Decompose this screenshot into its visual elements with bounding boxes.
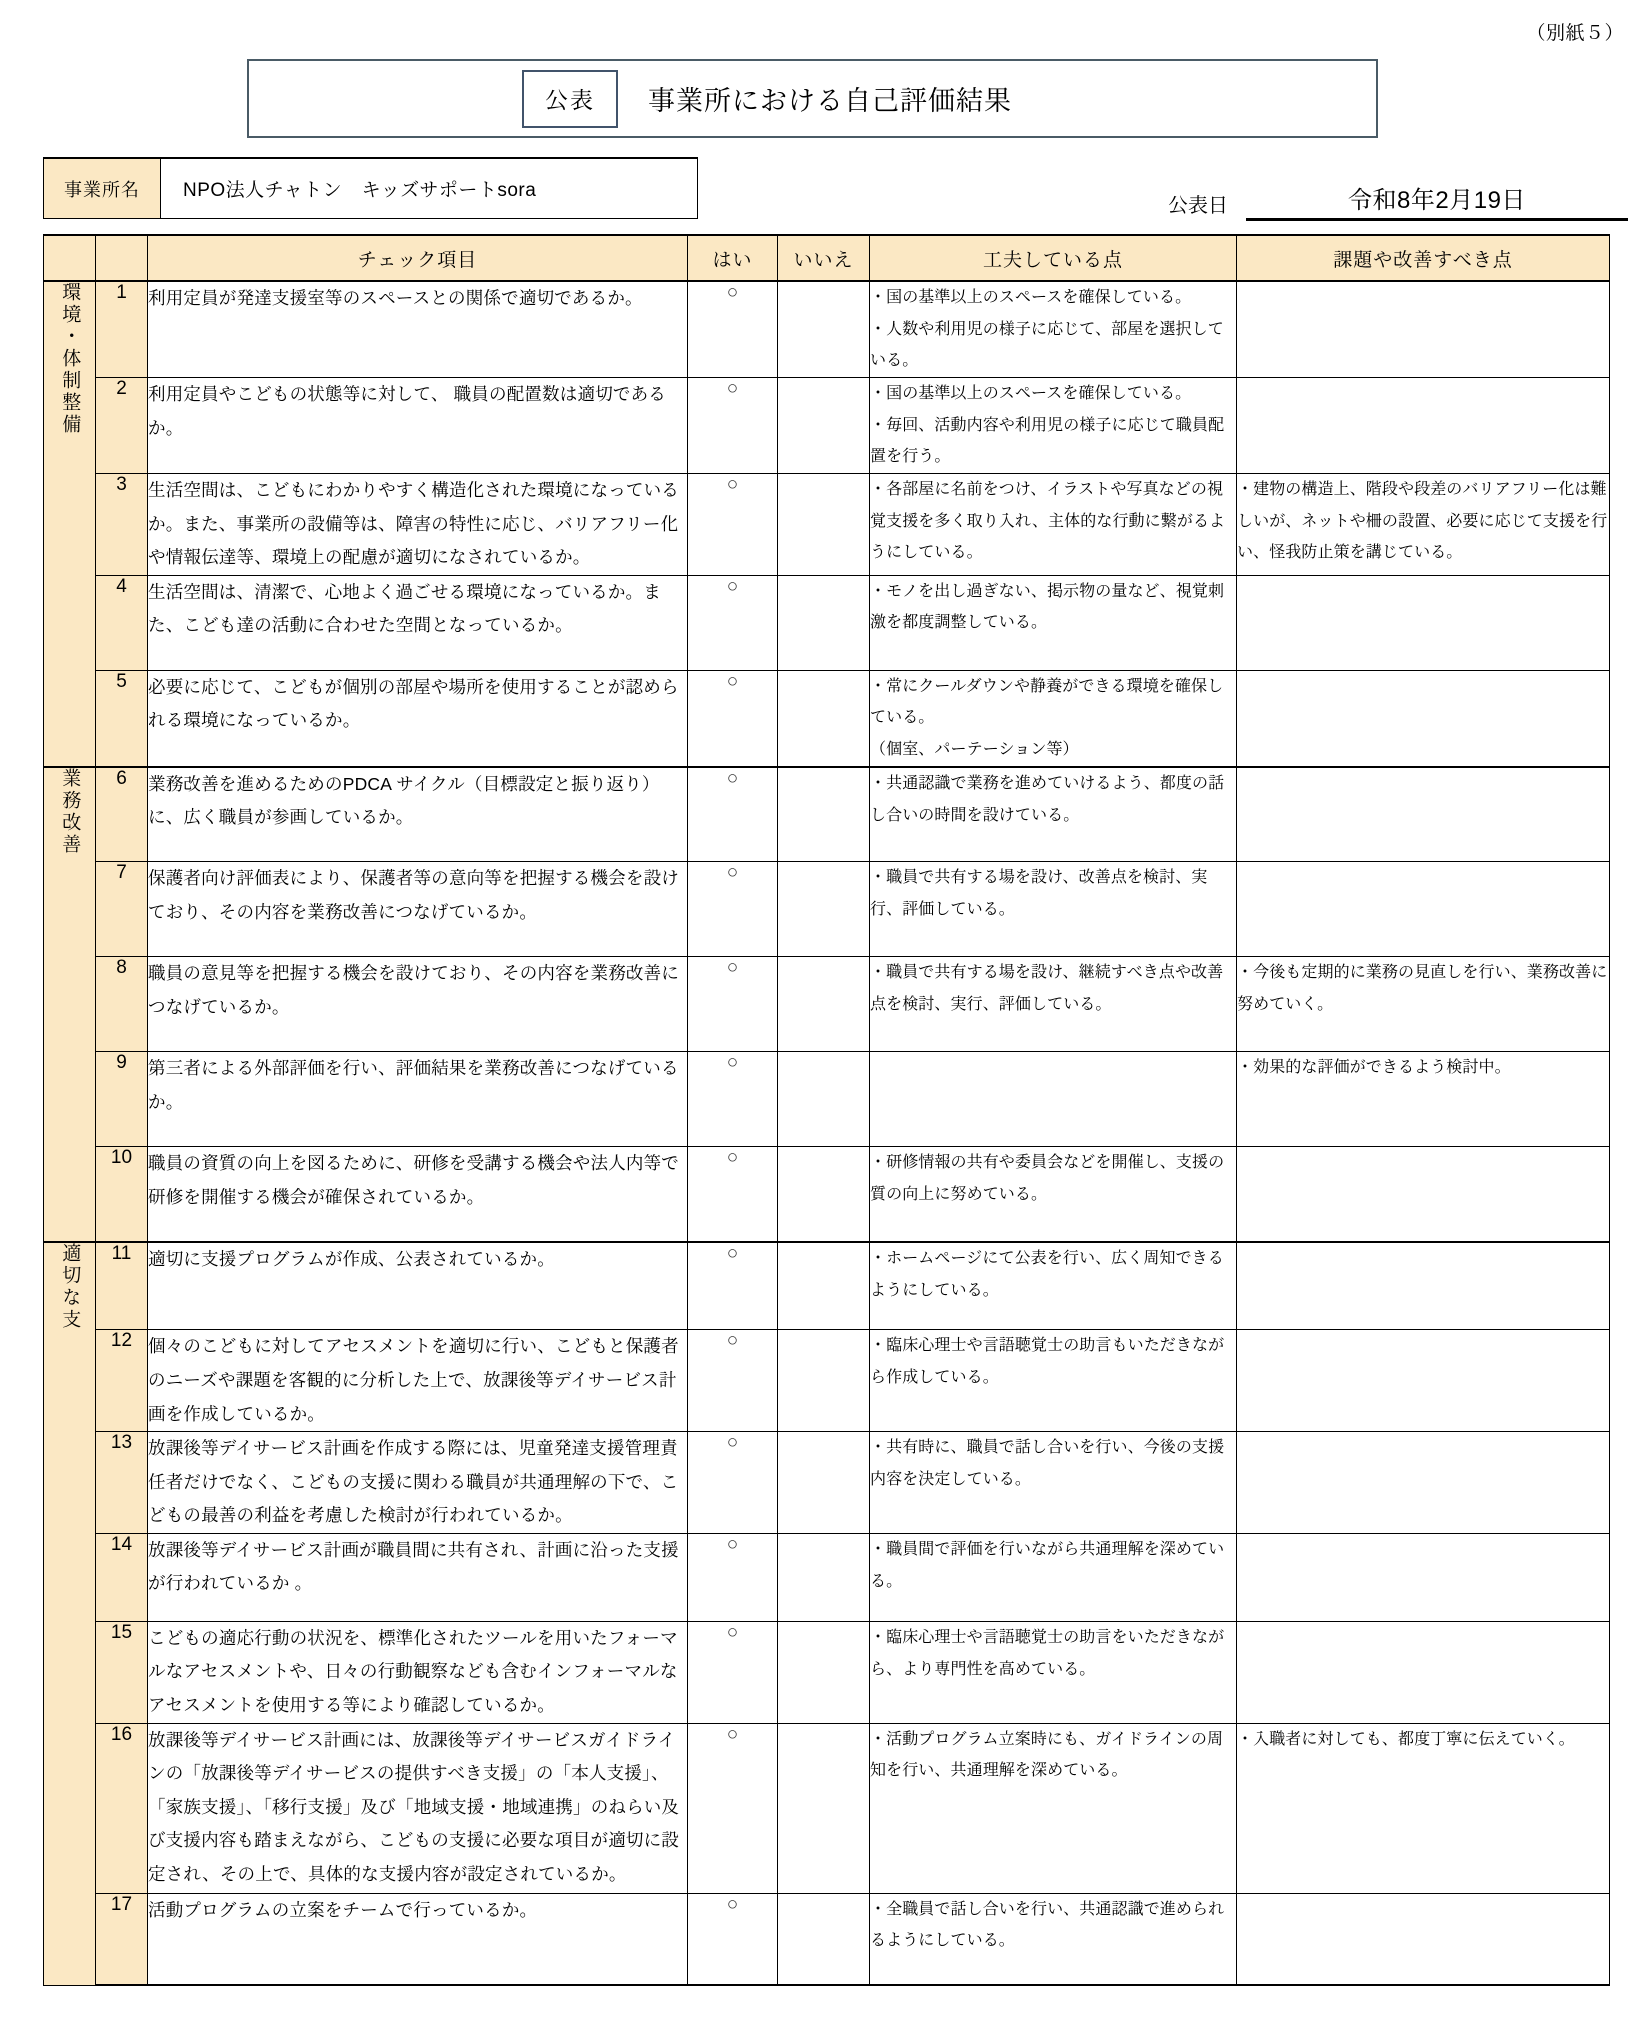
- row-number: 9: [96, 1052, 148, 1147]
- issues-text: [1237, 862, 1610, 957]
- issues-text: ・効果的な評価ができるよう検討中。: [1237, 1052, 1610, 1147]
- issues-text: [1237, 1533, 1610, 1621]
- good-points-text: ・全職員で話し合いを行い、共通認識で進められるようにしている。: [870, 1893, 1237, 1985]
- no-mark: [778, 670, 870, 767]
- check-item-text: 保護者向け評価表により、保護者等の意向等を把握する機会を設けており、その内容を業務改善につなげているか。: [148, 862, 688, 957]
- check-item-text: 生活空間は、こどもにわかりやすく構造化された環境になっているか。また、事業所の設備等は、障害の特性に応じ、バリアフリー化や情報伝達等、環境上の配慮が適切になされているか。: [148, 474, 688, 576]
- check-item-text: 業務改善を進めるためのPDCA サイクル（目標設定と振り返り）に、広く職員が参画しているか。: [148, 767, 688, 862]
- issues-text: ・入職者に対しても、都度丁寧に伝えていく。: [1237, 1723, 1610, 1893]
- table-row: [44, 1242, 1610, 1330]
- no-mark: [778, 1621, 870, 1723]
- yes-mark: ○: [688, 1893, 778, 1985]
- row-number: 2: [96, 378, 148, 474]
- no-mark: [778, 1242, 870, 1330]
- category-label-text: 環境・体制整備: [59, 282, 81, 436]
- yes-mark: ○: [688, 474, 778, 576]
- no-mark: [778, 1147, 870, 1242]
- table-row: [44, 1330, 1610, 1432]
- yes-mark: ○: [688, 1432, 778, 1534]
- good-points-text: ・国の基準以上のスペースを確保している。 ・毎回、活動内容や利用児の様子に応じて職員配置を行う。: [870, 378, 1237, 474]
- issues-text: [1237, 767, 1610, 862]
- issues-text: [1237, 1242, 1610, 1330]
- table-row: [44, 862, 1610, 957]
- check-item-text: 職員の資質の向上を図るために、研修を受講する機会や法人内等で研修を開催する機会が確保されているか。: [148, 1147, 688, 1242]
- row-number: 13: [96, 1432, 148, 1534]
- row-number: 14: [96, 1533, 148, 1621]
- no-mark: [778, 1330, 870, 1432]
- category-label: [44, 767, 96, 1242]
- table-header-row: [44, 235, 1610, 281]
- header-yes: はい: [688, 235, 778, 281]
- yes-mark: ○: [688, 1533, 778, 1621]
- title-box: [247, 59, 1378, 138]
- issues-text: [1237, 575, 1610, 670]
- no-mark: [778, 957, 870, 1052]
- good-points-text: ・職員間で評価を行いながら共通理解を深めている。: [870, 1533, 1237, 1621]
- header-no: いいえ: [778, 235, 870, 281]
- issues-text: [1237, 1621, 1610, 1723]
- issues-text: ・建物の構造上、階段や段差のバリアフリー化は難しいが、ネットや柵の設置、必要に応じて支援を行い、怪我防止策を講じている。: [1237, 474, 1610, 576]
- table-row: [44, 1621, 1610, 1723]
- issues-text: [1237, 1893, 1610, 1985]
- row-number: 4: [96, 575, 148, 670]
- no-mark: [778, 1723, 870, 1893]
- publication-date-value: 令和8年2月19日: [1246, 180, 1628, 221]
- row-number: 3: [96, 474, 148, 576]
- yes-mark: ○: [688, 957, 778, 1052]
- header-issues: 課題や改善すべき点: [1237, 235, 1610, 281]
- category-label-text: 業務改善: [59, 767, 81, 856]
- good-points-text: ・共通認識で業務を進めていけるよう、都度の話し合いの時間を設けている。: [870, 767, 1237, 862]
- publication-date-label: 公表日: [1168, 195, 1228, 217]
- yes-mark: ○: [688, 1621, 778, 1723]
- category-label: [44, 1242, 96, 1985]
- good-points-text: ・活動プログラム立案時にも、ガイドラインの周知を行い、共通理解を深めている。: [870, 1723, 1237, 1893]
- facility-name-box: [43, 157, 698, 219]
- row-number: 1: [96, 281, 148, 378]
- no-mark: [778, 1893, 870, 1985]
- good-points-text: ・臨床心理士や言語聴覚士の助言もいただきながら作成している。: [870, 1330, 1237, 1432]
- check-item-text: 適切に支援プログラムが作成、公表されているか。: [148, 1242, 688, 1330]
- check-item-text: 放課後等デイサービス計画が職員間に共有され、計画に沿った支援が行われているか 。: [148, 1533, 688, 1621]
- issues-text: [1237, 1147, 1610, 1242]
- table-row: [44, 575, 1610, 670]
- page-title: 事業所における自己評価結果: [648, 86, 1012, 116]
- table-row: [44, 378, 1610, 474]
- table-row: [44, 1052, 1610, 1147]
- publication-date: [1168, 180, 1628, 221]
- no-mark: [778, 1432, 870, 1534]
- header-number: [96, 235, 148, 281]
- check-item-text: こどもの適応行動の状況を、標準化されたツールを用いたフォーマルなアセスメントや、日々の行動観察なども含むインフォーマルなアセスメントを使用する等により確認しているか。: [148, 1621, 688, 1723]
- yes-mark: ○: [688, 378, 778, 474]
- row-number: 16: [96, 1723, 148, 1893]
- row-number: 7: [96, 862, 148, 957]
- no-mark: [778, 575, 870, 670]
- self-evaluation-table: [43, 234, 1610, 1986]
- issues-text: [1237, 1330, 1610, 1432]
- check-item-text: 必要に応じて、こどもが個別の部屋や場所を使用することが認められる環境になっているか。: [148, 670, 688, 767]
- publication-badge: 公表: [522, 70, 618, 128]
- issues-text: [1237, 670, 1610, 767]
- good-points-text: ・国の基準以上のスペースを確保している。 ・人数や利用児の様子に応じて、部屋を選択している。: [870, 281, 1237, 378]
- table-row: [44, 1533, 1610, 1621]
- good-points-text: ・臨床心理士や言語聴覚士の助言をいただきながら、より専門性を高めている。: [870, 1621, 1237, 1723]
- table-row: [44, 767, 1610, 862]
- table-row: [44, 474, 1610, 576]
- no-mark: [778, 378, 870, 474]
- check-item-text: 第三者による外部評価を行い、評価結果を業務改善につなげているか。: [148, 1052, 688, 1147]
- no-mark: [778, 1533, 870, 1621]
- row-number: 6: [96, 767, 148, 862]
- table-row: [44, 670, 1610, 767]
- row-number: 12: [96, 1330, 148, 1432]
- yes-mark: ○: [688, 670, 778, 767]
- yes-mark: ○: [688, 575, 778, 670]
- table-row: [44, 1147, 1610, 1242]
- good-points-text: ・共有時に、職員で話し合いを行い、今後の支援内容を決定している。: [870, 1432, 1237, 1534]
- row-number: 5: [96, 670, 148, 767]
- good-points-text: ・モノを出し過ぎない、掲示物の量など、視覚刺激を都度調整している。: [870, 575, 1237, 670]
- check-item-text: 放課後等デイサービス計画には、放課後等デイサービスガイドラインの「放課後等デイサービスの提供すべき支援」の「本人支援」、「家族支援」、「移行支援」及び「地域支援・地域連携」のねらい及び支援内容も踏まえながら、こどもの支援に必要な項目が適切に設定され、その上で、具体的な支援内容が設定されているか。: [148, 1723, 688, 1893]
- table-row: [44, 957, 1610, 1052]
- yes-mark: ○: [688, 1147, 778, 1242]
- row-number: 15: [96, 1621, 148, 1723]
- table-row: [44, 281, 1610, 378]
- row-number: 8: [96, 957, 148, 1052]
- category-label-text: 適切な支: [59, 1242, 81, 1331]
- facility-name-label: 事業所名: [44, 159, 161, 218]
- check-item-text: 放課後等デイサービス計画を作成する際には、児童発達支援管理責任者だけでなく、こどもの支援に関わる職員が共通理解の下で、こどもの最善の利益を考慮した検討が行われているか。: [148, 1432, 688, 1534]
- no-mark: [778, 1052, 870, 1147]
- good-points-text: ・職員で共有する場を設け、改善点を検討、実行、評価している。: [870, 862, 1237, 957]
- table-row: [44, 1432, 1610, 1534]
- yes-mark: ○: [688, 1242, 778, 1330]
- yes-mark: ○: [688, 281, 778, 378]
- good-points-text: ・職員で共有する場を設け、継続すべき点や改善点を検討、実行、評価している。: [870, 957, 1237, 1052]
- no-mark: [778, 862, 870, 957]
- good-points-text: ・各部屋に名前をつけ、イラストや写真などの視覚支援を多く取り入れ、主体的な行動に繋がるようにしている。: [870, 474, 1237, 576]
- table-row: [44, 1893, 1610, 1985]
- issues-text: [1237, 1432, 1610, 1534]
- check-item-text: 活動プログラムの立案をチームで行っているか。: [148, 1893, 688, 1985]
- good-points-text: ・ホームページにて公表を行い、広く周知できるようにしている。: [870, 1242, 1237, 1330]
- good-points-text: [870, 1052, 1237, 1147]
- no-mark: [778, 281, 870, 378]
- category-label: [44, 281, 96, 767]
- table-row: [44, 1723, 1610, 1893]
- yes-mark: ○: [688, 1723, 778, 1893]
- check-item-text: 生活空間は、清潔で、心地よく過ごせる環境になっているか。また、こども達の活動に合わせた空間となっているか。: [148, 575, 688, 670]
- no-mark: [778, 474, 870, 576]
- check-item-text: 利用定員が発達支援室等のスペースとの関係で適切であるか。: [148, 281, 688, 378]
- header-check-item: チェック項目: [148, 235, 688, 281]
- issues-text: [1237, 378, 1610, 474]
- good-points-text: ・常にクールダウンや静養ができる環境を確保している。 （個室、パーテーション等）: [870, 670, 1237, 767]
- facility-name-value: NPO法人チャトン キッズサポートsora: [161, 159, 697, 218]
- row-number: 11: [96, 1242, 148, 1330]
- header-category: [44, 235, 96, 281]
- check-item-text: 利用定員やこどもの状態等に対して、 職員の配置数は適切であるか。: [148, 378, 688, 474]
- row-number: 10: [96, 1147, 148, 1242]
- yes-mark: ○: [688, 862, 778, 957]
- issues-text: [1237, 281, 1610, 378]
- check-item-text: 個々のこどもに対してアセスメントを適切に行い、こどもと保護者のニーズや課題を客観的に分析した上で、放課後等デイサービス計画を作成しているか。: [148, 1330, 688, 1432]
- yes-mark: ○: [688, 1052, 778, 1147]
- issues-text: ・今後も定期的に業務の見直しを行い、業務改善に努めていく。: [1237, 957, 1610, 1052]
- check-item-text: 職員の意見等を把握する機会を設けており、その内容を業務改善につなげているか。: [148, 957, 688, 1052]
- good-points-text: ・研修情報の共有や委員会などを開催し、支援の質の向上に努めている。: [870, 1147, 1237, 1242]
- yes-mark: ○: [688, 767, 778, 862]
- no-mark: [778, 767, 870, 862]
- row-number: 17: [96, 1893, 148, 1985]
- yes-mark: ○: [688, 1330, 778, 1432]
- annex-label: （別紙５）: [1526, 23, 1624, 44]
- header-good-points: 工夫している点: [870, 235, 1237, 281]
